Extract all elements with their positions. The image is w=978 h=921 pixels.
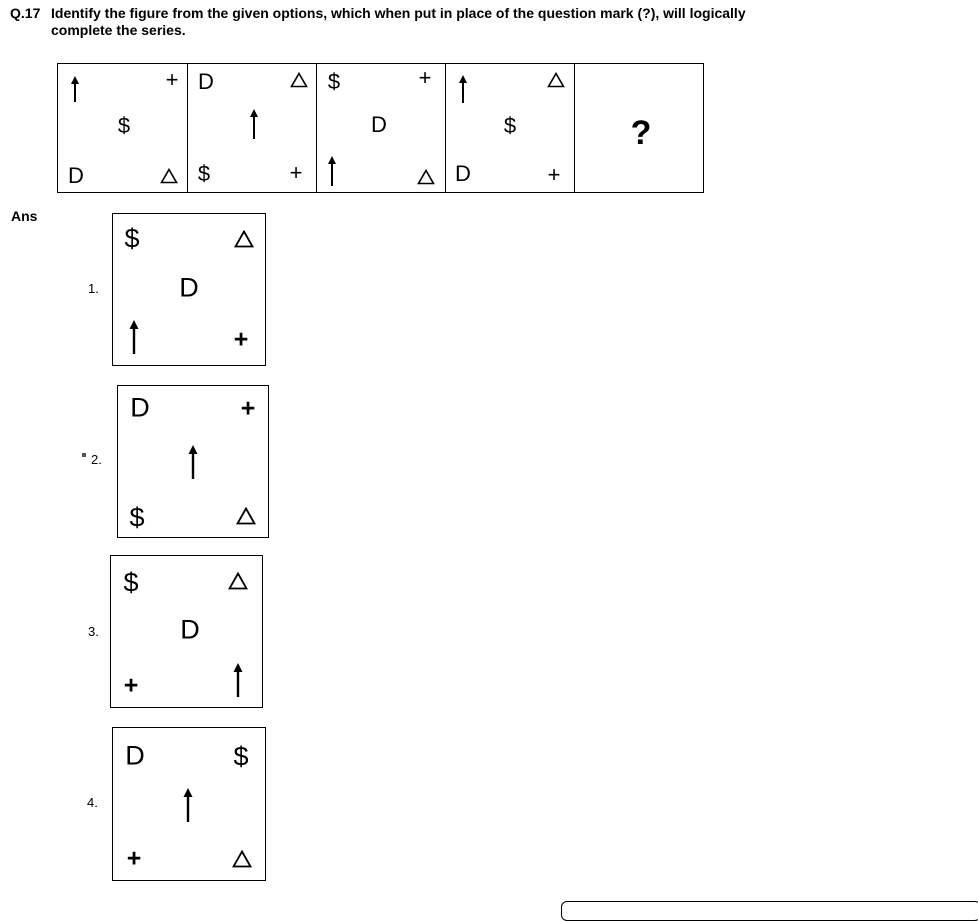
series-figure-4 — [445, 63, 575, 193]
question-text: Identify the figure from the given options, which when put in place of the question mark (?), will logically complete the series. — [51, 5, 746, 38]
option-1[interactable] — [112, 213, 266, 366]
question-number: Q.17 — [10, 5, 41, 21]
dollar-symbol: $ — [197, 161, 211, 186]
plus-symbol: + — [289, 160, 303, 185]
option-number: 3. — [88, 624, 99, 639]
plus-symbol: + — [165, 67, 179, 92]
series-figure-3 — [316, 63, 446, 193]
letter-d: D — [455, 161, 471, 186]
triangle-icon — [290, 72, 308, 88]
triangle-icon — [547, 72, 565, 88]
letter-d: D — [198, 69, 214, 94]
arrow-icon — [183, 788, 194, 822]
option-number: 4. — [87, 795, 98, 810]
plus-symbol: + — [123, 671, 139, 700]
plus-symbol: + — [233, 325, 249, 354]
dollar-symbol: $ — [117, 113, 131, 138]
arrow-icon — [129, 320, 140, 354]
triangle-icon — [228, 572, 248, 590]
plus-symbol: + — [418, 65, 432, 90]
dollar-symbol: $ — [503, 113, 517, 138]
arrow-icon — [327, 156, 337, 186]
triangle-icon — [236, 507, 256, 525]
arrow-icon — [188, 445, 199, 479]
arrow-icon — [458, 75, 468, 103]
question-mark: ? — [630, 114, 652, 152]
arrow-icon — [249, 109, 259, 139]
selected-marker — [82, 453, 86, 457]
answer-label: Ans — [11, 208, 38, 224]
letter-d: D — [130, 392, 150, 423]
option-2[interactable] — [117, 385, 269, 538]
option-3[interactable] — [110, 555, 263, 708]
letter-d: D — [180, 614, 200, 645]
arrow-icon — [233, 663, 244, 697]
triangle-icon — [417, 169, 435, 185]
bottom-panel-edge — [561, 901, 978, 921]
triangle-icon — [232, 850, 252, 868]
letter-d: D — [179, 272, 199, 303]
letter-d: D — [125, 740, 145, 771]
plus-symbol: + — [126, 844, 142, 873]
series-figure-1 — [57, 63, 188, 193]
option-4[interactable] — [112, 727, 266, 881]
dollar-symbol: $ — [123, 567, 139, 598]
option-number: 2. — [91, 452, 102, 467]
letter-d: D — [371, 112, 387, 137]
arrow-icon — [70, 76, 80, 102]
triangle-icon — [160, 168, 178, 184]
letter-d: D — [68, 163, 84, 188]
series-figure-5 — [574, 63, 704, 193]
series-figure-2 — [187, 63, 317, 193]
dollar-symbol: $ — [124, 223, 140, 254]
dollar-symbol: $ — [233, 741, 249, 772]
plus-symbol: + — [240, 394, 256, 423]
plus-symbol: + — [547, 162, 561, 187]
triangle-icon — [234, 230, 254, 248]
option-number: 1. — [88, 281, 99, 296]
dollar-symbol: $ — [129, 502, 145, 533]
dollar-symbol: $ — [327, 69, 341, 94]
